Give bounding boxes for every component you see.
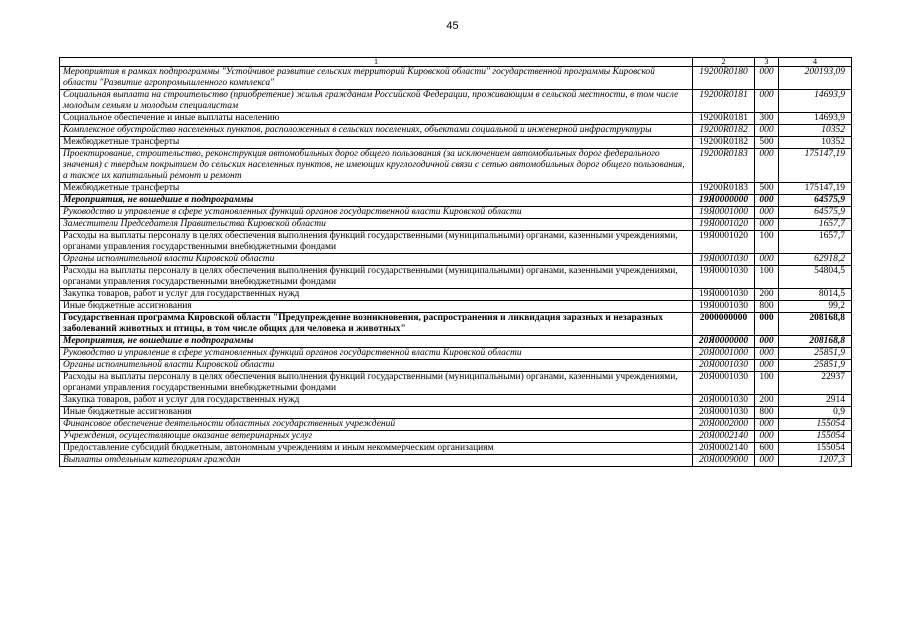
row-vr-cell: 500: [755, 183, 779, 195]
row-vr-cell: 000: [755, 455, 779, 467]
table-row: [60, 254, 852, 266]
row-amount-cell: 1657,7: [779, 219, 852, 231]
row-code-cell: 20Я0001000: [693, 348, 755, 360]
table-row: [60, 231, 852, 254]
row-name-cell: Межбюджетные трансферты: [60, 183, 693, 195]
column-header: 1: [60, 58, 693, 67]
row-amount-cell: 2914: [779, 395, 852, 407]
row-amount-cell: 0,9: [779, 407, 852, 419]
row-amount-cell: 99,2: [779, 301, 852, 313]
row-name-cell: Расходы на выплаты персоналу в целях обеспечения выполнения функций государственными (муниципальными) органами, казенными учреждениями, органами управления государственными внебюджетными фондами: [60, 231, 693, 254]
row-name-cell: Межбюджетные трансферты: [60, 137, 693, 149]
table-row: [60, 431, 852, 443]
row-amount-cell: 175147,19: [779, 183, 852, 195]
row-amount-cell: 10352: [779, 137, 852, 149]
table-row: [60, 113, 852, 125]
row-code-cell: 19200R0183: [693, 149, 755, 183]
row-name-cell: Государственная программа Кировской области "Предупреждение возникновения, распространения и ликвидация заразных и незаразных заболеваний животных и птицы, в том числе общих для человека и животных": [60, 313, 693, 336]
row-name-cell: Органы исполнительной власти Кировской области: [60, 360, 693, 372]
row-name-cell: Иные бюджетные ассигнования: [60, 407, 693, 419]
table-row: [60, 183, 852, 195]
row-code-cell: 20Я0002140: [693, 431, 755, 443]
table-row: [60, 90, 852, 113]
row-code-cell: 19200R0180: [693, 67, 755, 90]
table-row: [60, 395, 852, 407]
row-code-cell: 19Я0001030: [693, 266, 755, 289]
table-row: [60, 195, 852, 207]
row-amount-cell: 14693,9: [779, 90, 852, 113]
row-amount-cell: 200193,09: [779, 67, 852, 90]
row-name-cell: Проектирование, строительство, реконструкция автомобильных дорог общего пользования (за исключением автомобильных дорог федерального значения) с твердым покрытием до сельских населенных пунктов, не имеющих круглогодичной связи с сетью автомобильных дорог общего пользования, а также их капитальный ремонт и ремонт: [60, 149, 693, 183]
row-code-cell: 19Я0001030: [693, 289, 755, 301]
row-vr-cell: 000: [755, 254, 779, 266]
page-number: 45: [446, 20, 459, 32]
table-row: [60, 360, 852, 372]
row-name-cell: Заместители Председателя Правительства Кировской области: [60, 219, 693, 231]
row-name-cell: Выплаты отдельным категориям граждан: [60, 455, 693, 467]
row-name-cell: Расходы на выплаты персоналу в целях обеспечения выполнения функций государственными (муниципальными) органами, казенными учреждениями, органами управления государственными внебюджетными фондами: [60, 266, 693, 289]
row-code-cell: 19200R0181: [693, 90, 755, 113]
row-vr-cell: 100: [755, 372, 779, 395]
row-amount-cell: 1207,3: [779, 455, 852, 467]
column-header: 4: [779, 58, 852, 67]
table-row: [60, 443, 852, 455]
row-name-cell: Мероприятия, не вошедшие в подпрограммы: [60, 195, 693, 207]
row-code-cell: 19200R0181: [693, 113, 755, 125]
table-row: [60, 372, 852, 395]
column-header: 2: [693, 58, 755, 67]
row-amount-cell: 64575,9: [779, 207, 852, 219]
row-amount-cell: 62918,2: [779, 254, 852, 266]
row-amount-cell: 54804,5: [779, 266, 852, 289]
row-vr-cell: 800: [755, 407, 779, 419]
row-vr-cell: 000: [755, 149, 779, 183]
row-code-cell: 19Я0001000: [693, 207, 755, 219]
table-row: [60, 407, 852, 419]
row-vr-cell: 000: [755, 125, 779, 137]
row-amount-cell: 25851,9: [779, 348, 852, 360]
table-header-row: [60, 58, 852, 67]
table-row: [60, 207, 852, 219]
row-vr-cell: 100: [755, 231, 779, 254]
row-vr-cell: 000: [755, 431, 779, 443]
table-row: [60, 266, 852, 289]
row-code-cell: 20Я0001030: [693, 372, 755, 395]
row-code-cell: 19Я0001030: [693, 254, 755, 266]
row-vr-cell: 800: [755, 301, 779, 313]
table-row: [60, 125, 852, 137]
row-name-cell: Финансовое обеспечение деятельности областных государственных учреждений: [60, 419, 693, 431]
row-vr-cell: 000: [755, 336, 779, 348]
row-amount-cell: 64575,9: [779, 195, 852, 207]
row-code-cell: 19Я0001020: [693, 231, 755, 254]
row-code-cell: 20Я0002140: [693, 443, 755, 455]
table-row: [60, 348, 852, 360]
row-vr-cell: 000: [755, 360, 779, 372]
row-name-cell: Учреждения, осуществляющие оказание ветеринарных услуг: [60, 431, 693, 443]
row-name-cell: Предоставление субсидий бюджетным, автономным учреждениям и иным некоммерческим организациям: [60, 443, 693, 455]
table-row: [60, 455, 852, 467]
row-vr-cell: 100: [755, 266, 779, 289]
row-code-cell: 19200R0182: [693, 137, 755, 149]
row-vr-cell: 200: [755, 395, 779, 407]
budget-table: [59, 57, 852, 467]
row-code-cell: 20Я0001030: [693, 395, 755, 407]
row-amount-cell: 8014,5: [779, 289, 852, 301]
row-name-cell: Органы исполнительной власти Кировской области: [60, 254, 693, 266]
row-vr-cell: 600: [755, 443, 779, 455]
row-code-cell: 19Я0001020: [693, 219, 755, 231]
table-row: [60, 301, 852, 313]
row-amount-cell: 208168,8: [779, 336, 852, 348]
row-amount-cell: 14693,9: [779, 113, 852, 125]
row-code-cell: 20Я0000000: [693, 336, 755, 348]
row-code-cell: 20Я0009000: [693, 455, 755, 467]
row-name-cell: Мероприятия в рамках подпрограммы "Устойчивое развитие сельских территорий Кировской области" государственной программы Кировской области "Развитие агропромышленного комплекса": [60, 67, 693, 90]
row-code-cell: 2000000000: [693, 313, 755, 336]
row-name-cell: Социальная выплата на строительство (приобретение) жилья гражданам Российской Федерации, проживающим в сельской местности, в том числе молодым семьям и молодым специалистам: [60, 90, 693, 113]
row-code-cell: 19200R0183: [693, 183, 755, 195]
table-row: [60, 67, 852, 90]
row-vr-cell: 300: [755, 113, 779, 125]
row-amount-cell: 25851,9: [779, 360, 852, 372]
table-row: [60, 289, 852, 301]
row-code-cell: 19Я0000000: [693, 195, 755, 207]
row-name-cell: Руководство и управление в сфере установленных функций органов государственной власти Кировской области: [60, 207, 693, 219]
row-vr-cell: 000: [755, 313, 779, 336]
row-code-cell: 19200R0182: [693, 125, 755, 137]
row-vr-cell: 000: [755, 348, 779, 360]
row-name-cell: Социальное обеспечение и иные выплаты населению: [60, 113, 693, 125]
row-code-cell: 20Я0001030: [693, 360, 755, 372]
row-vr-cell: 000: [755, 419, 779, 431]
row-vr-cell: 200: [755, 289, 779, 301]
table-row: [60, 313, 852, 336]
row-code-cell: 19Я0001030: [693, 301, 755, 313]
row-amount-cell: 208168,8: [779, 313, 852, 336]
row-amount-cell: 22937: [779, 372, 852, 395]
row-name-cell: Комплексное обустройство населенных пунктов, расположенных в сельских поселениях, объектами социальной и инженерной инфраструктуры: [60, 125, 693, 137]
table-row: [60, 336, 852, 348]
row-vr-cell: 500: [755, 137, 779, 149]
row-amount-cell: 10352: [779, 125, 852, 137]
row-name-cell: Закупка товаров, работ и услуг для государственных нужд: [60, 289, 693, 301]
row-name-cell: Закупка товаров, работ и услуг для государственных нужд: [60, 395, 693, 407]
row-vr-cell: 000: [755, 207, 779, 219]
row-amount-cell: 155054: [779, 431, 852, 443]
row-vr-cell: 000: [755, 90, 779, 113]
column-header: 3: [755, 58, 779, 67]
table-body: [60, 67, 852, 467]
row-name-cell: Мероприятия, не вошедшие в подпрограммы: [60, 336, 693, 348]
row-vr-cell: 000: [755, 195, 779, 207]
row-name-cell: Расходы на выплаты персоналу в целях обеспечения выполнения функций государственными (муниципальными) органами, казенными учреждениями, органами управления государственными внебюджетными фондами: [60, 372, 693, 395]
row-code-cell: 20Я0001030: [693, 407, 755, 419]
table-row: [60, 149, 852, 183]
row-code-cell: 20Я0002000: [693, 419, 755, 431]
table-row: [60, 137, 852, 149]
row-amount-cell: 155054: [779, 443, 852, 455]
table-row: [60, 219, 852, 231]
row-vr-cell: 000: [755, 219, 779, 231]
row-amount-cell: 155054: [779, 419, 852, 431]
row-name-cell: Иные бюджетные ассигнования: [60, 301, 693, 313]
row-amount-cell: 175147,19: [779, 149, 852, 183]
row-name-cell: Руководство и управление в сфере установленных функций органов государственной власти Кировской области: [60, 348, 693, 360]
table-row: [60, 419, 852, 431]
row-vr-cell: 000: [755, 67, 779, 90]
row-amount-cell: 1657,7: [779, 231, 852, 254]
